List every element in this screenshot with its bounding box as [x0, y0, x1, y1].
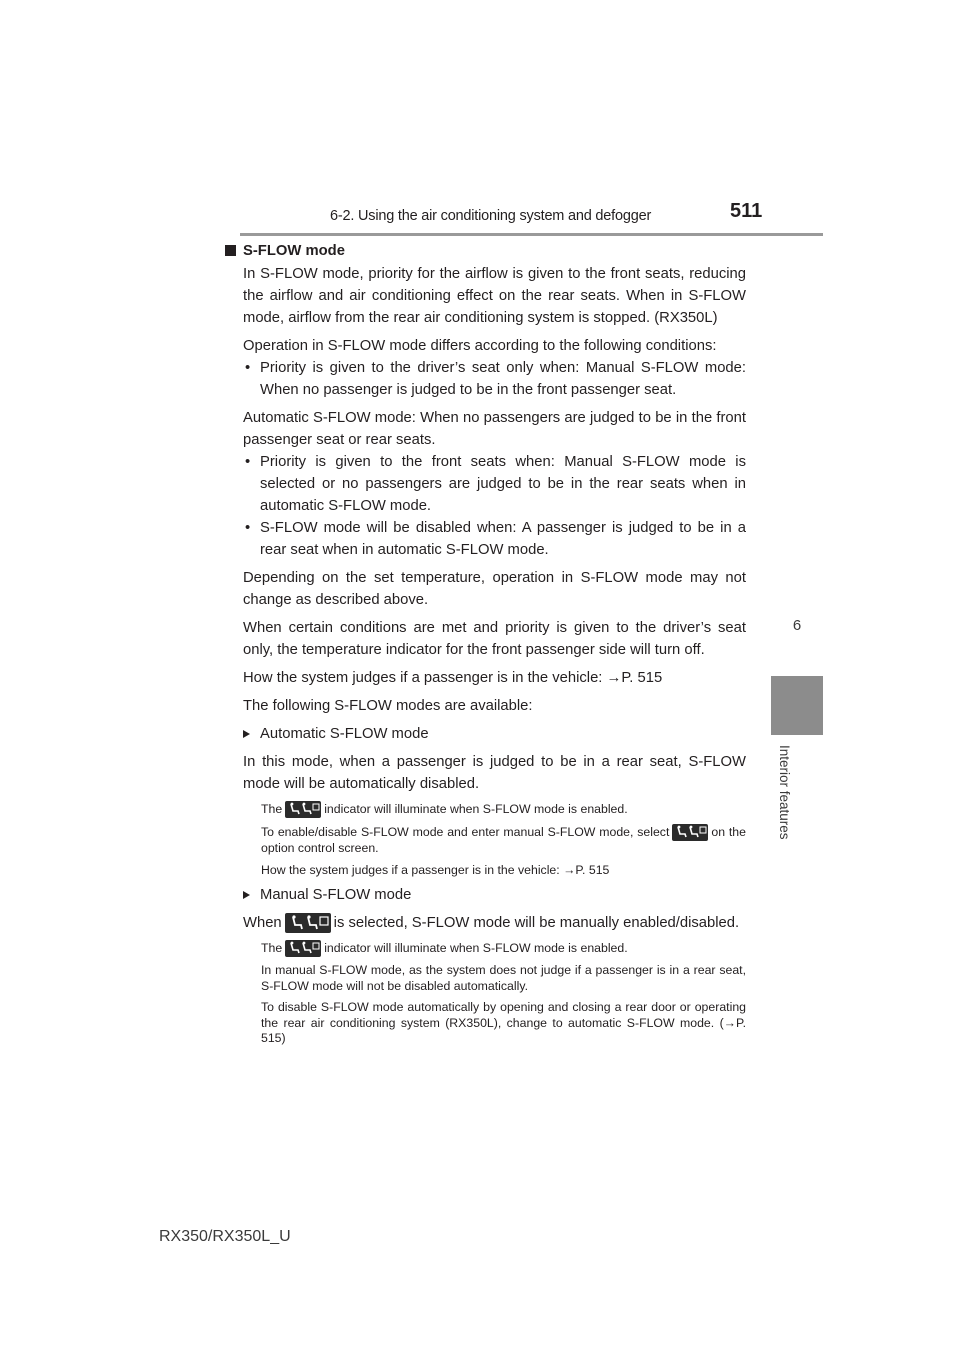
- paragraph: When certain conditions are met and priority is given to the driver’s seat only, the temperature indicator for the front passenger side will turn off.: [243, 620, 746, 658]
- paragraph: Automatic S-FLOW mode: When no passengers are judged to be in the front passenger seat or rear seats.: [243, 410, 746, 448]
- s-flow-seat-icon: [285, 940, 321, 957]
- square-bullet-icon: [225, 245, 236, 256]
- chapter-label: Interior features: [777, 745, 792, 840]
- chapter-number: 6: [792, 617, 802, 634]
- list-item: • Priority is given to the front seats when: Manual S-FLOW mode is selected or no passengers are judged to be in the rear seats when in automatic S-FLOW mode.: [245, 454, 746, 514]
- footer-model: RX350/RX350L_U: [159, 1228, 291, 1245]
- paragraph: Operation in S-FLOW mode differs according to the following conditions:: [243, 338, 717, 354]
- s-flow-seat-icon: [285, 801, 321, 818]
- triangle-bullet-icon: [243, 730, 250, 738]
- note: The indicator will illuminate when S-FLOW mode is enabled.: [261, 940, 746, 957]
- main-content: [243, 243, 746, 1053]
- header-divider: [240, 233, 823, 236]
- subsection-heading: Automatic S-FLOW mode: [243, 723, 746, 745]
- chapter-tab: [771, 676, 823, 735]
- paragraph: How the system judges if a passenger is in the vehicle: →P. 515: [243, 670, 663, 686]
- paragraph: In S-FLOW mode, priority for the airflow is given to the front seats, reducing the airflow and air conditioning effect on the rear seats. When in S-FLOW mode, airflow from the rear air conditioning system is stopped. (RX350L): [243, 266, 746, 326]
- note: How the system judges if a passenger is in the vehicle: →P. 515: [261, 862, 610, 877]
- triangle-bullet-icon: [243, 891, 250, 899]
- list-item: • S-FLOW mode will be disabled when: A passenger is judged to be in a rear seat when in automatic S-FLOW mode.: [245, 520, 746, 558]
- list-item: • Priority is given to the driver’s seat only when: Manual S-FLOW mode: When no passenger is judged to be in the front passenger seat.: [245, 360, 746, 398]
- s-flow-seat-icon: [285, 913, 331, 933]
- s-flow-seat-icon: [672, 824, 708, 841]
- paragraph: Depending on the set temperature, operation in S-FLOW mode may not change as described above.: [243, 570, 746, 608]
- section-title: 6-2. Using the air conditioning system and defogger: [330, 208, 652, 224]
- paragraph: In this mode, when a passenger is judged to be in a rear seat, S-FLOW mode will be automatically disabled.: [243, 754, 746, 792]
- section-heading: S-FLOW mode: [243, 243, 746, 259]
- page-number: 511: [730, 200, 763, 222]
- subsection-heading: Manual S-FLOW mode: [243, 884, 746, 906]
- note: To disable S-FLOW mode automatically by opening and closing a rear door or operating the rear air conditioning system (RX350L), change to automatic S-FLOW mode. (→P. 515): [261, 1000, 746, 1045]
- note: To enable/disable S-FLOW mode and enter manual S-FLOW mode, select on the option control screen.: [261, 824, 746, 855]
- paragraph: When is selected, S-FLOW mode will be manually enabled/disabled.: [243, 912, 746, 934]
- note: The indicator will illuminate when S-FLOW mode is enabled.: [261, 801, 746, 818]
- paragraph: The following S-FLOW modes are available:: [243, 698, 533, 714]
- note: In manual S-FLOW mode, as the system does not judge if a passenger is in a rear seat, S-FLOW mode will not be disabled automatically.: [261, 963, 746, 993]
